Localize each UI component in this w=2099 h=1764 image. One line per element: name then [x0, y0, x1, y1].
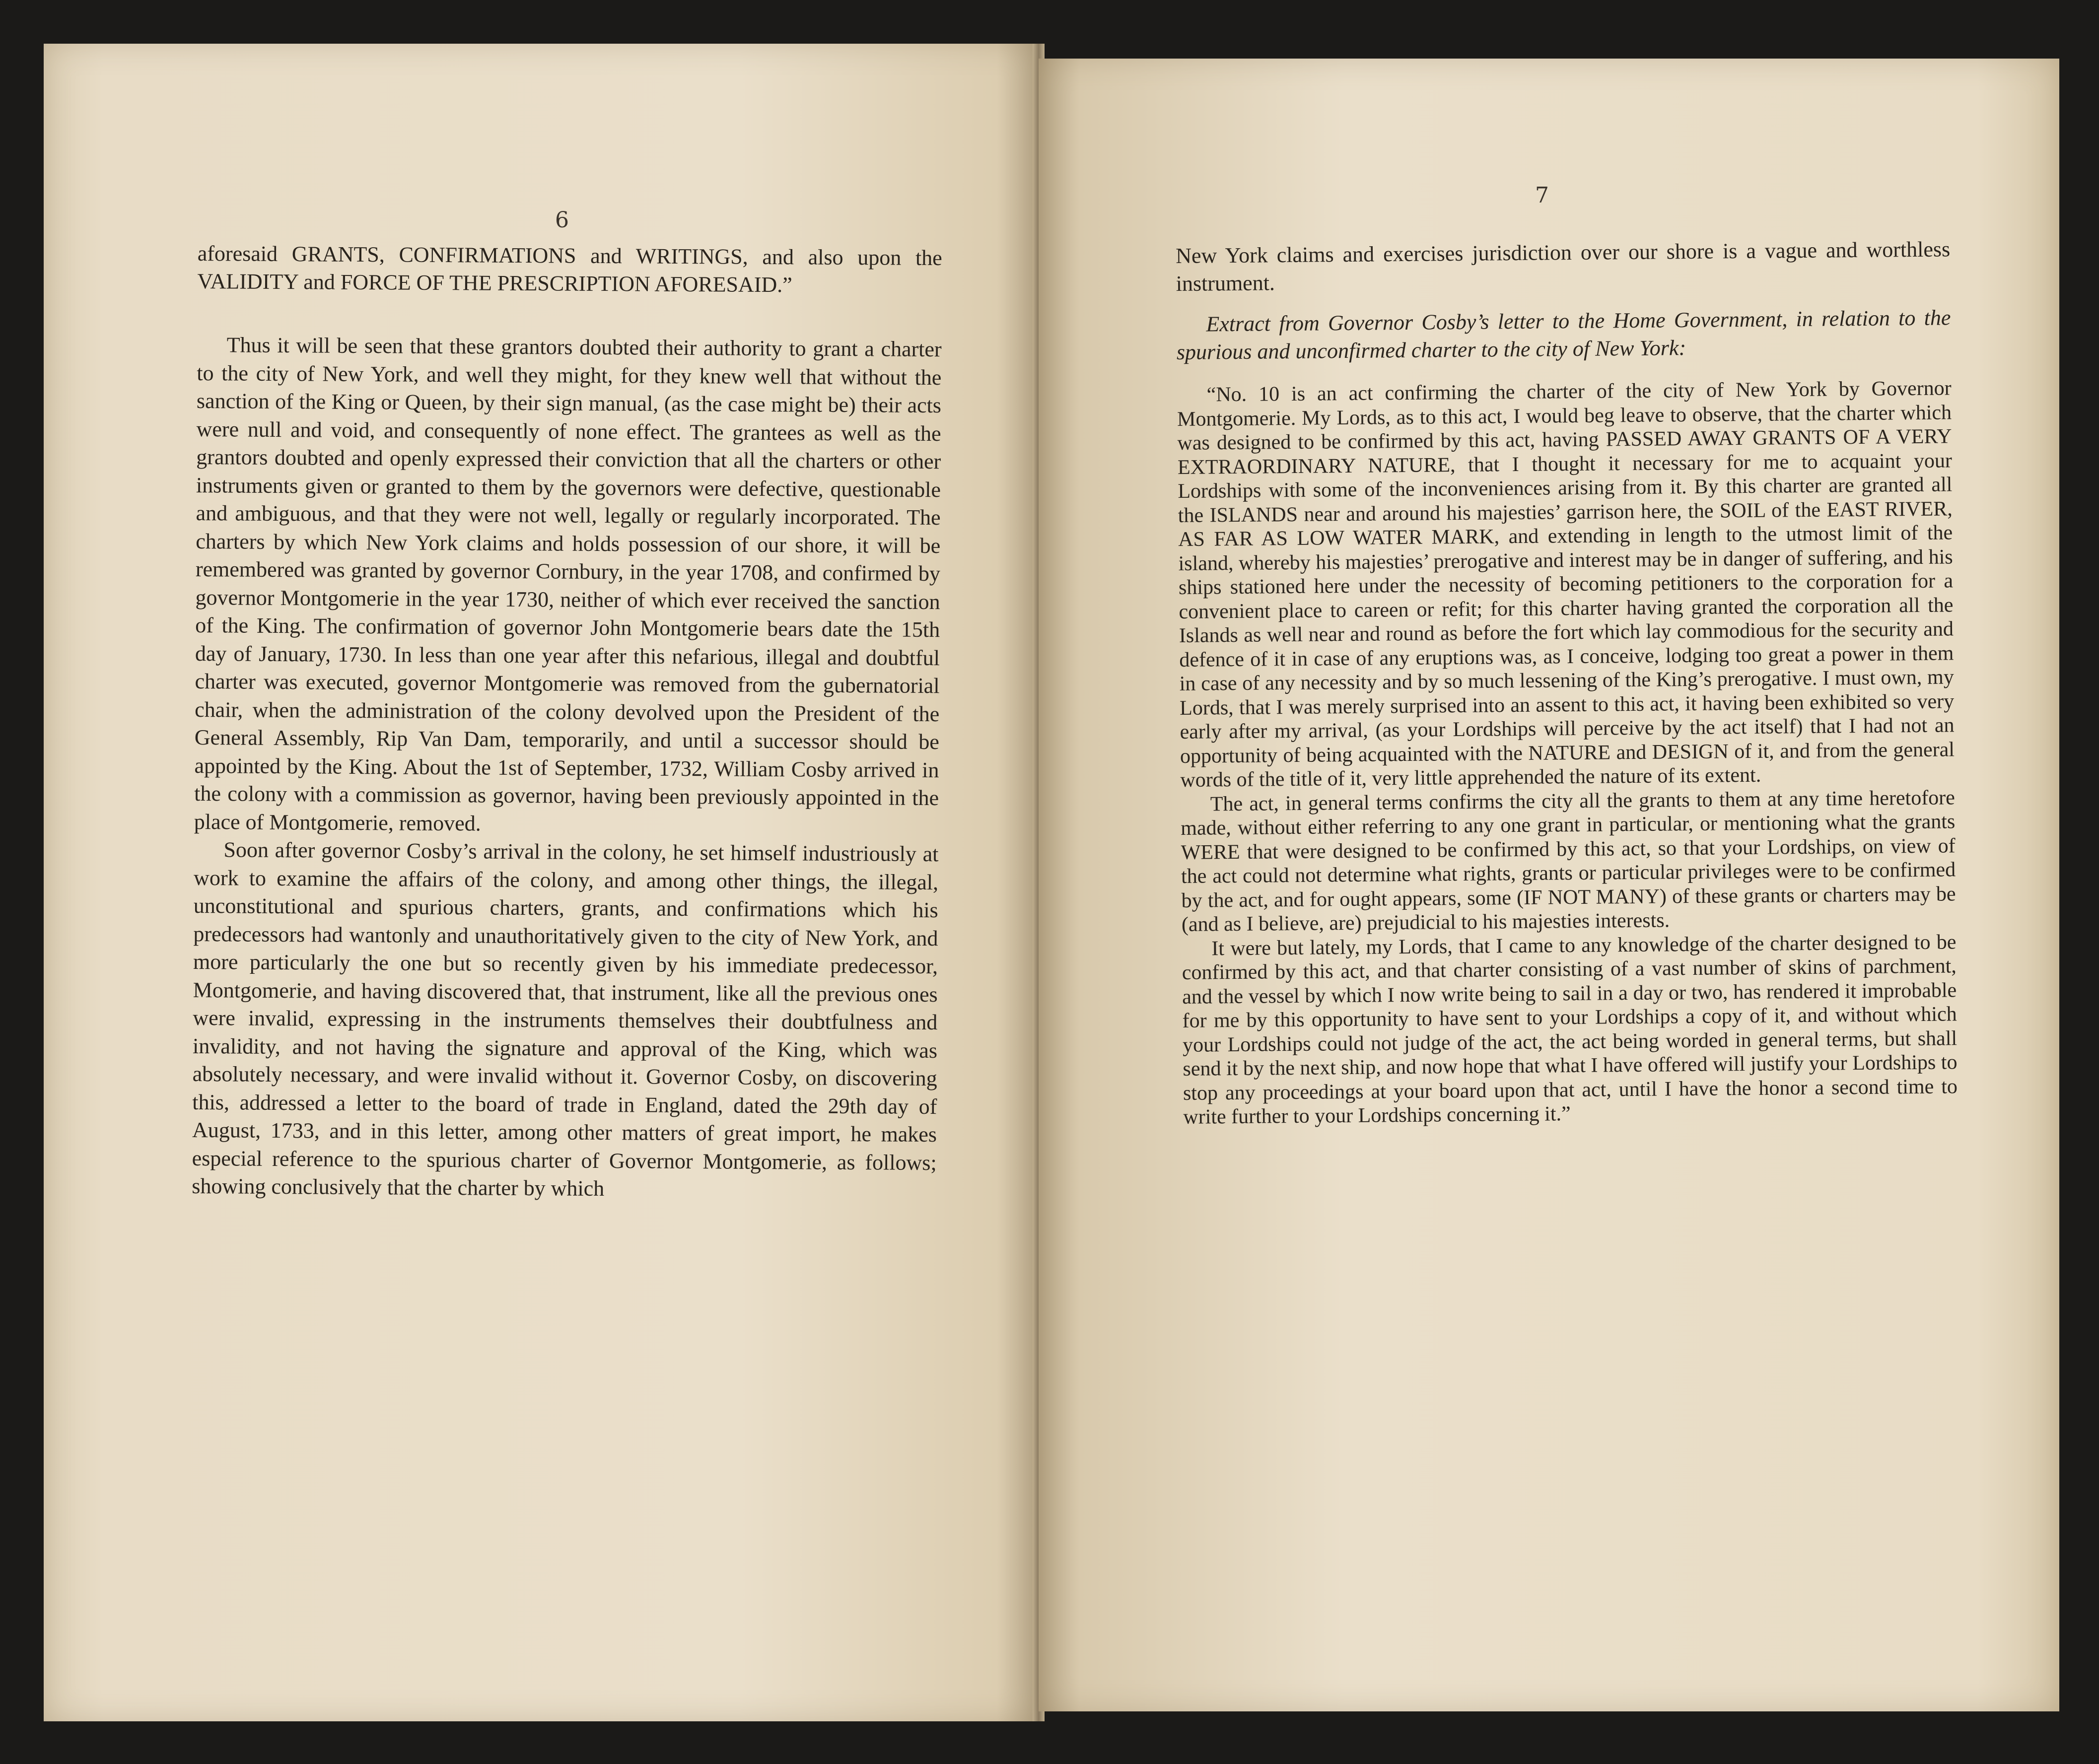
left-paragraph-1: Thus it will be seen that these grantors doubted their authority to grant a charter to the city of New York, and well they might, for they knew well that without the sanction of the King or Queen, by their sign manual, (as the case might be) their acts were null and void, and consequently of none effect. The grantees as well as the grantors doubted and openly expressed their conviction that all the charters or other instruments given or granted to them by the governors were defective, questionable and ambiguous, and that they were not well, legally or regularly incorporated. The charters by which New York claims and holds possession of our shore, it will be remembered was granted by governor Cornbury, in the year 1708, and confirmed by governor Montgomerie in the year 1730, neither of which ever received the sanction of the King. The confirmation of governor John Montgomerie bears date the 15th day of January, 1730. In less than one year after this nefarious, illegal and doubtful charter was executed, governor Montgomerie was removed from the gubernatorial chair, when the administration of the colony devolved upon the President of the General Assembly, Rip Van Dam, temporarily, and until a successor should be appointed by the King. About the 1st of September, 1732, William Cosby arrived in the colony with a commission as governor, having been previously appointed in the place of Montgomerie, removed.	[194, 333, 942, 836]
left-paragraph-2: Soon after governor Cosby’s arrival in the colony, he set himself industriously at work to examine the affairs of the colony, and among other things, the illegal, unconstitutional and spurious charters, grants, and confirmations which his predecessors had wantonly and unauthoritatively given to the city of New York, and more particularly the one but so recently given by his immediate predecessor, Montgomerie, and having discovered that, that instrument, like all the previous ones were invalid, expressing in the instruments themselves their doubtfulness and invalidity, and not having the signature and approval of the King, which was absolutely necessary, and were invalid without it. Governor Cosby, on discovering this, addressed a letter to the board of trade in England, dated the 29th day of August, 1733, and in this letter, among other matters of great import, he makes especial reference to the spurious charter of Governor Montgomerie, as follows; showing conclusively that the charter by which	[192, 837, 939, 1201]
right-page-number: 7	[1535, 183, 1549, 208]
extract-heading: Extract from Governor Cosby’s letter to the Home Government, in relation to the spurious and unconfirmed charter to the city of New York:	[1176, 305, 1951, 364]
right-paragraph-1: “No. 10 is an act confirming the charter of the city of New York by Governor Montgomerie. My Lords, as to this act, I would beg leave to observe, that the charter which was designed to be confirmed by this act, having PASSED AWAY GRANTS OF A VERY EXTRAORDINARY NATURE, that I thought it necessary for me to acquaint your Lordships with some of the inconveniences arising from it. By this charter are granted all the ISLANDS near and around his majesties’ garrison here, the SOIL of the EAST RIVER, AS FAR AS LOW WATER MARK, and extending in length to the utmost limit of the island, whereby his majesties’ prerogative and interest may be in danger of suffering, and his ships stationed here under the necessity of becoming petitioners to the corporation for a convenient place to careen or refit; for this charter having granted the corporation all the Islands as well near and round as before the fort which lay commodious for the security and defence of it in case of any eruptions was, as I conceive, lodging too great a power in them in case of any necessity and by so much lessening of the King’s prerogative. I must own, my Lords, that I was merely surprised into an assent to this act, it having been exhibited so very early after my arrival, (as your Lordships will perceive by the act itself) that I had not an opportunity of being acquainted with the NATURE and DESIGN of it, and from the general words of the title of it, very little apprehended the nature of its extent.	[1177, 377, 1955, 792]
right-page-text	[1176, 235, 1958, 1129]
right-lead: New York claims and exercises jurisdiction over our shore is a vague and worthless instrument.	[1176, 237, 1951, 296]
book-spread	[44, 44, 2059, 1721]
left-heading: aforesaid GRANTS, CONFIRMATIONS and WRITINGS, and also upon the VALIDITY and FORCE OF THE PRESCRIPTION AFORESAID.”	[197, 241, 942, 297]
right-paragraph-2: The act, in general terms confirms the city all the grants to them at any time heretofore made, without either referring to any one grant in particular, or mentioning what the grants WERE that were designed to be confirmed by this act, so that your Lordships, on view of the act could not determine what rights, grants or particular privileges were to be confirmed by the act, and for ought appears, some (IF NOT MANY) of these grants or charters may be (and as I believe, are) prejudicial to his majesties interests.	[1181, 786, 1956, 936]
right-page	[1039, 59, 2059, 1711]
left-page-number: 6	[555, 207, 569, 233]
left-page-text	[192, 240, 942, 1205]
right-paragraph-3: It were but lately, my Lords, that I came to any knowledge of the charter designed to be confirmed by this act, and that charter consisting of a vast number of skins of parchment, and the vessel by which I now write being to sail in a day or two, has rendered it improbable for me by this opportunity to have sent to your Lordships a copy of it, and without which your Lordships could not judge of the act, the act being worded in general terms, but shall send it by the next ship, and now hope that what I have offered will justify your Lordships to stop any proceedings at your board upon that act, until I have the honor a second time to write further to your Lordships concerning it.”	[1182, 930, 1958, 1129]
left-page	[44, 44, 1037, 1721]
